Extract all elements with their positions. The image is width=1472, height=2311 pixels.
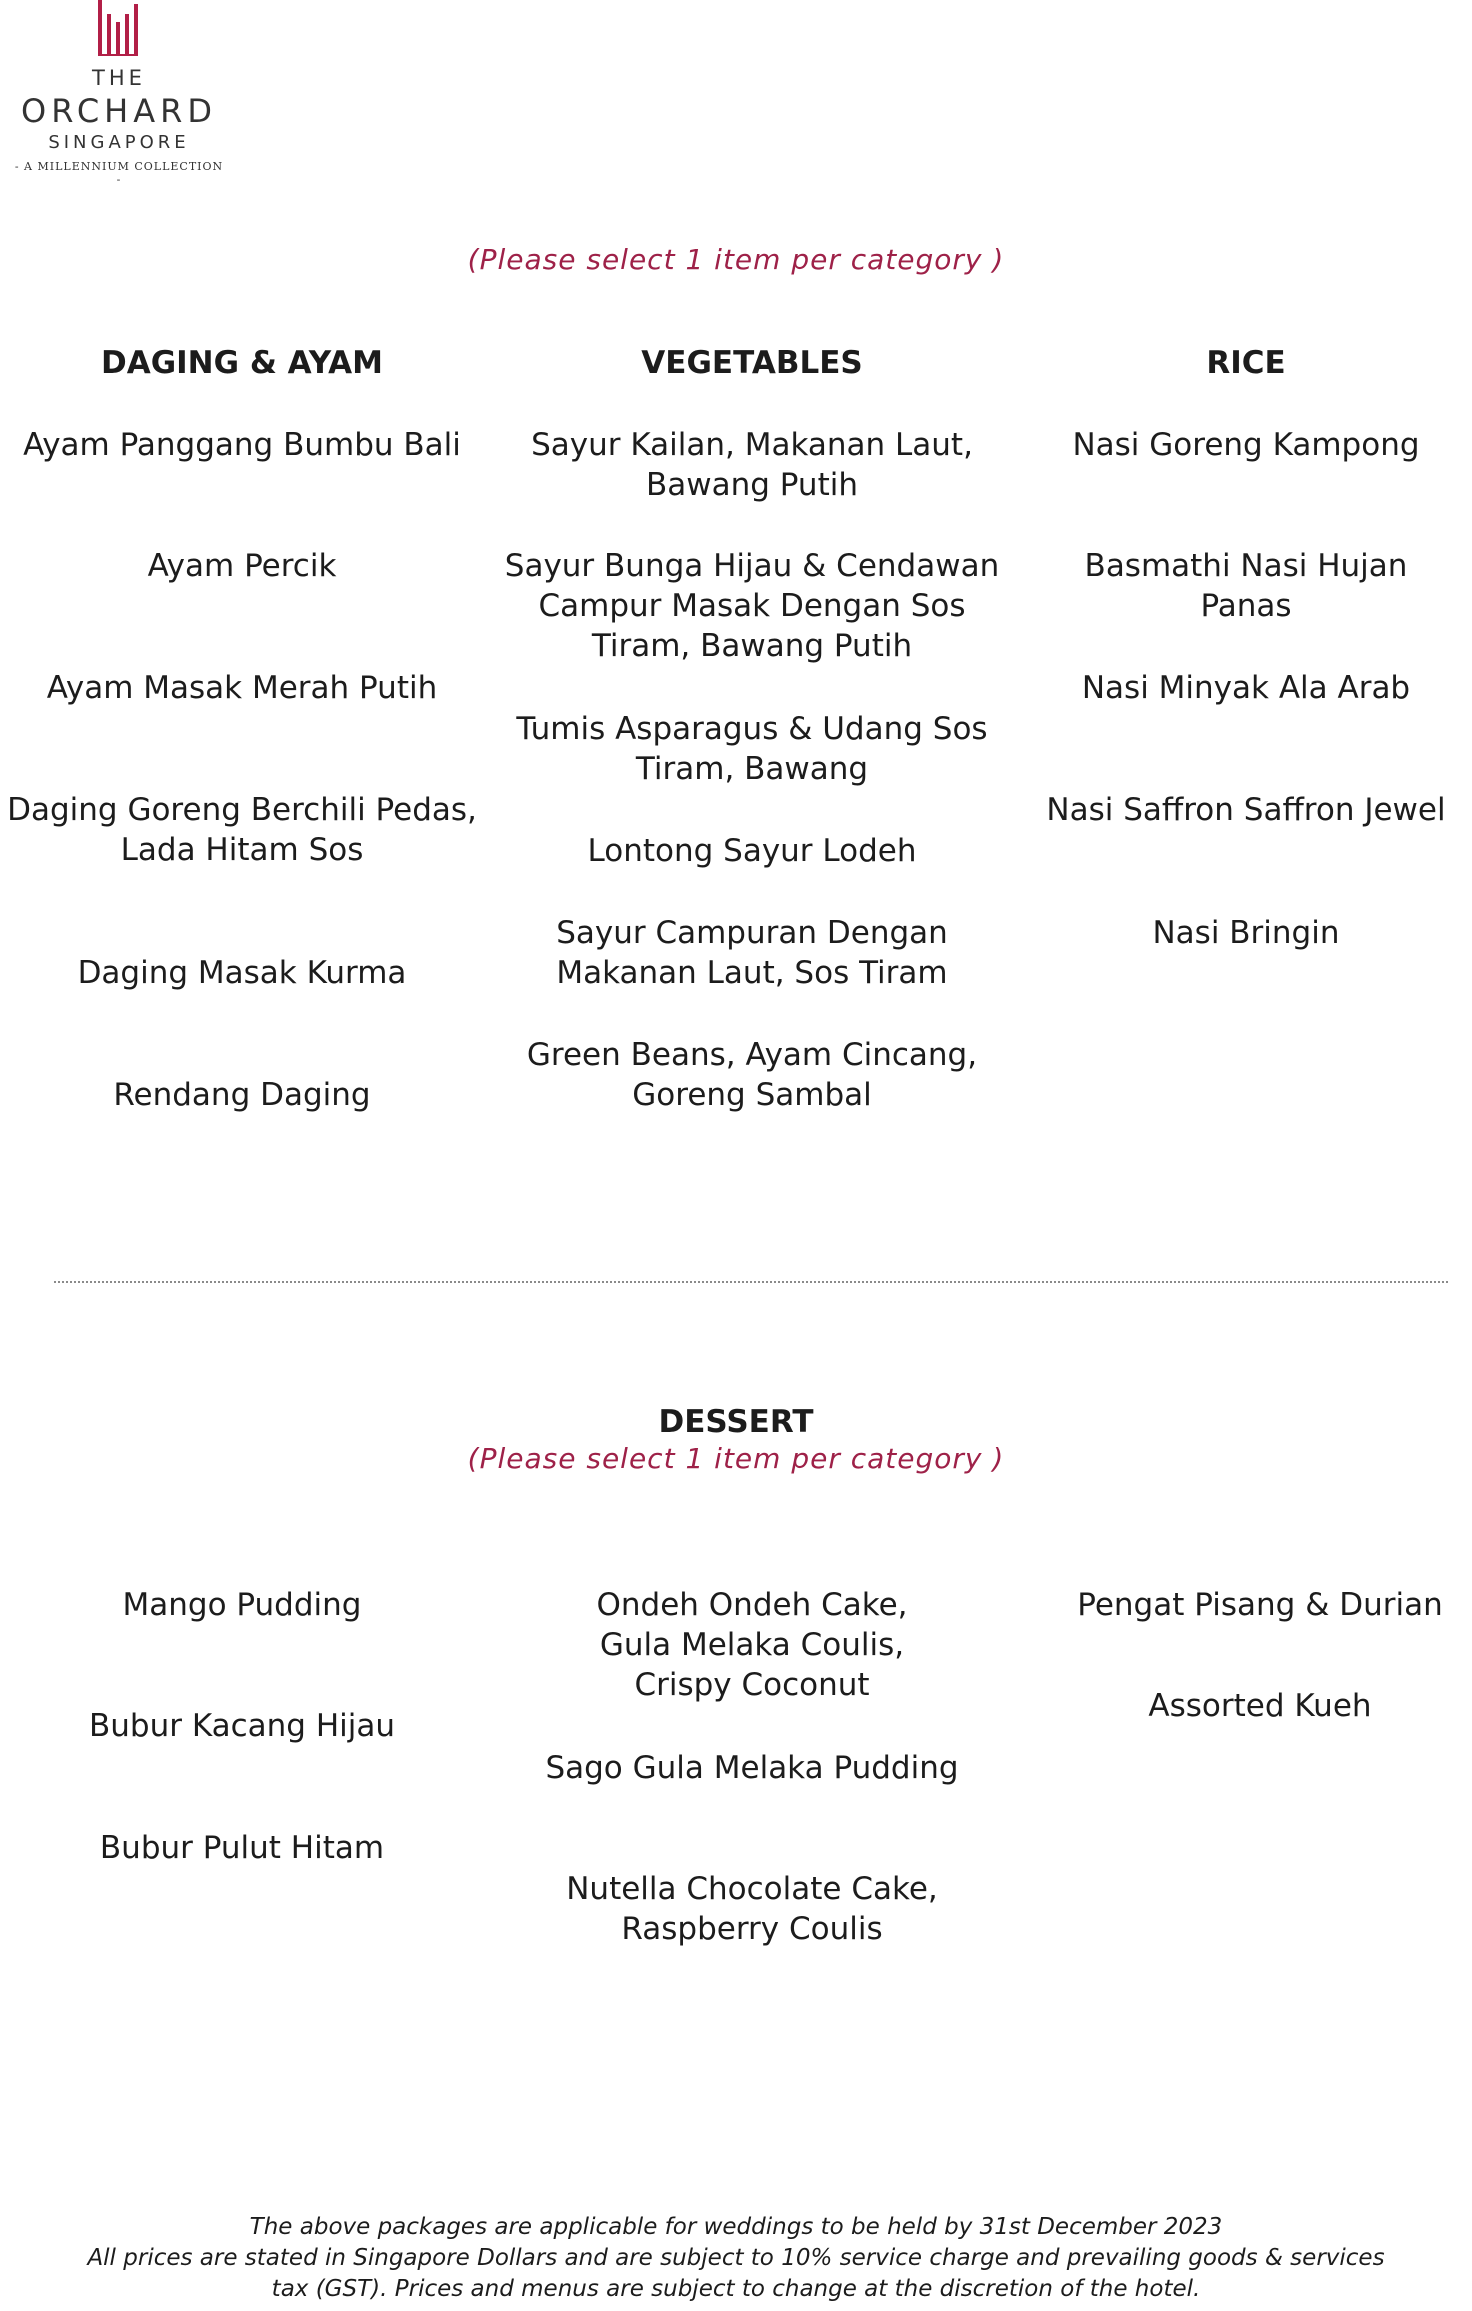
menu-item: Basmathi Nasi Hujan Panas bbox=[1084, 548, 1408, 624]
menu-item: Bubur Kacang Hijau bbox=[88, 1708, 396, 1744]
menu-item: Nasi Saffron Saffron Jewel bbox=[1046, 792, 1446, 828]
dessert-column-3 bbox=[1040, 0, 1472, 2000]
menu-item: Assorted Kueh bbox=[1148, 1688, 1372, 1724]
menu-item: Rendang Daging bbox=[113, 1077, 371, 1113]
menu-item: Pengat Pisang & Durian bbox=[1077, 1587, 1443, 1623]
footer-line: All prices are stated in Singapore Dollars and are subject to 10% service charge and prevailing goods & services bbox=[87, 2245, 1385, 2271]
logo-name: ORCHARD bbox=[21, 92, 217, 130]
menu-item: Nasi Goreng Kampong bbox=[1072, 427, 1420, 463]
menu-item: Ayam Masak Merah Putih bbox=[46, 670, 438, 706]
menu-item: Ayam Panggang Bumbu Bali bbox=[23, 427, 461, 463]
dessert-column-2 bbox=[500, 0, 1004, 2000]
logo-the: THE bbox=[92, 66, 146, 90]
menu-item: Daging Goreng Berchili Pedas, Lada Hitam Sos bbox=[7, 792, 477, 868]
column-heading: RICE bbox=[1206, 345, 1286, 381]
menu-item: Sayur Kailan, Makanan Laut, Bawang Putih bbox=[531, 427, 973, 503]
menu-item: Sayur Bunga Hijau & Cendawan Campur Masak Dengan Sos Tiram, Bawang Putih bbox=[504, 548, 1000, 664]
menu-item: Lontong Sayur Lodeh bbox=[587, 833, 917, 869]
footer-terms bbox=[0, 2212, 1472, 2305]
menu-item: Nutella Chocolate Cake, Raspberry Coulis bbox=[566, 1871, 938, 1947]
menu-item: Ayam Percik bbox=[147, 548, 337, 584]
menu-item: Nasi Bringin bbox=[1152, 915, 1340, 951]
menu-item: Daging Masak Kurma bbox=[77, 955, 407, 991]
menu-item: Tumis Asparagus & Udang Sos Tiram, Bawang bbox=[516, 711, 988, 787]
mains-select-note: (Please select 1 item per category ) bbox=[467, 243, 1005, 276]
logo-collection: - A MILLENNIUM COLLECTION - bbox=[14, 160, 224, 186]
menu-item: Mango Pudding bbox=[122, 1587, 362, 1623]
logo-city: SINGAPORE bbox=[48, 132, 190, 153]
column-heading: VEGETABLES bbox=[641, 345, 863, 381]
dessert-column-1 bbox=[0, 0, 484, 2000]
menu-item: Green Beans, Ayam Cincang, Goreng Sambal bbox=[526, 1037, 978, 1113]
column-heading: DAGING & AYAM bbox=[100, 345, 384, 381]
menu-item: Ondeh Ondeh Cake, Gula Melaka Coulis, Crispy Coconut bbox=[596, 1587, 908, 1703]
dessert-select-note: (Please select 1 item per category ) bbox=[467, 1442, 1005, 1475]
menu-item: Nasi Minyak Ala Arab bbox=[1081, 670, 1411, 706]
menu-item: Sayur Campuran Dengan Makanan Laut, Sos Tiram bbox=[556, 915, 948, 991]
dessert-heading: DESSERT bbox=[658, 1404, 814, 1440]
menu-item: Bubur Pulut Hitam bbox=[99, 1830, 385, 1866]
footer-line: tax (GST). Prices and menus are subject to change at the discretion of the hotel. bbox=[271, 2276, 1201, 2302]
footer-line: The above packages are applicable for weddings to be held by 31st December 2023 bbox=[249, 2214, 1223, 2240]
menu-item: Sago Gula Melaka Pudding bbox=[545, 1750, 959, 1786]
